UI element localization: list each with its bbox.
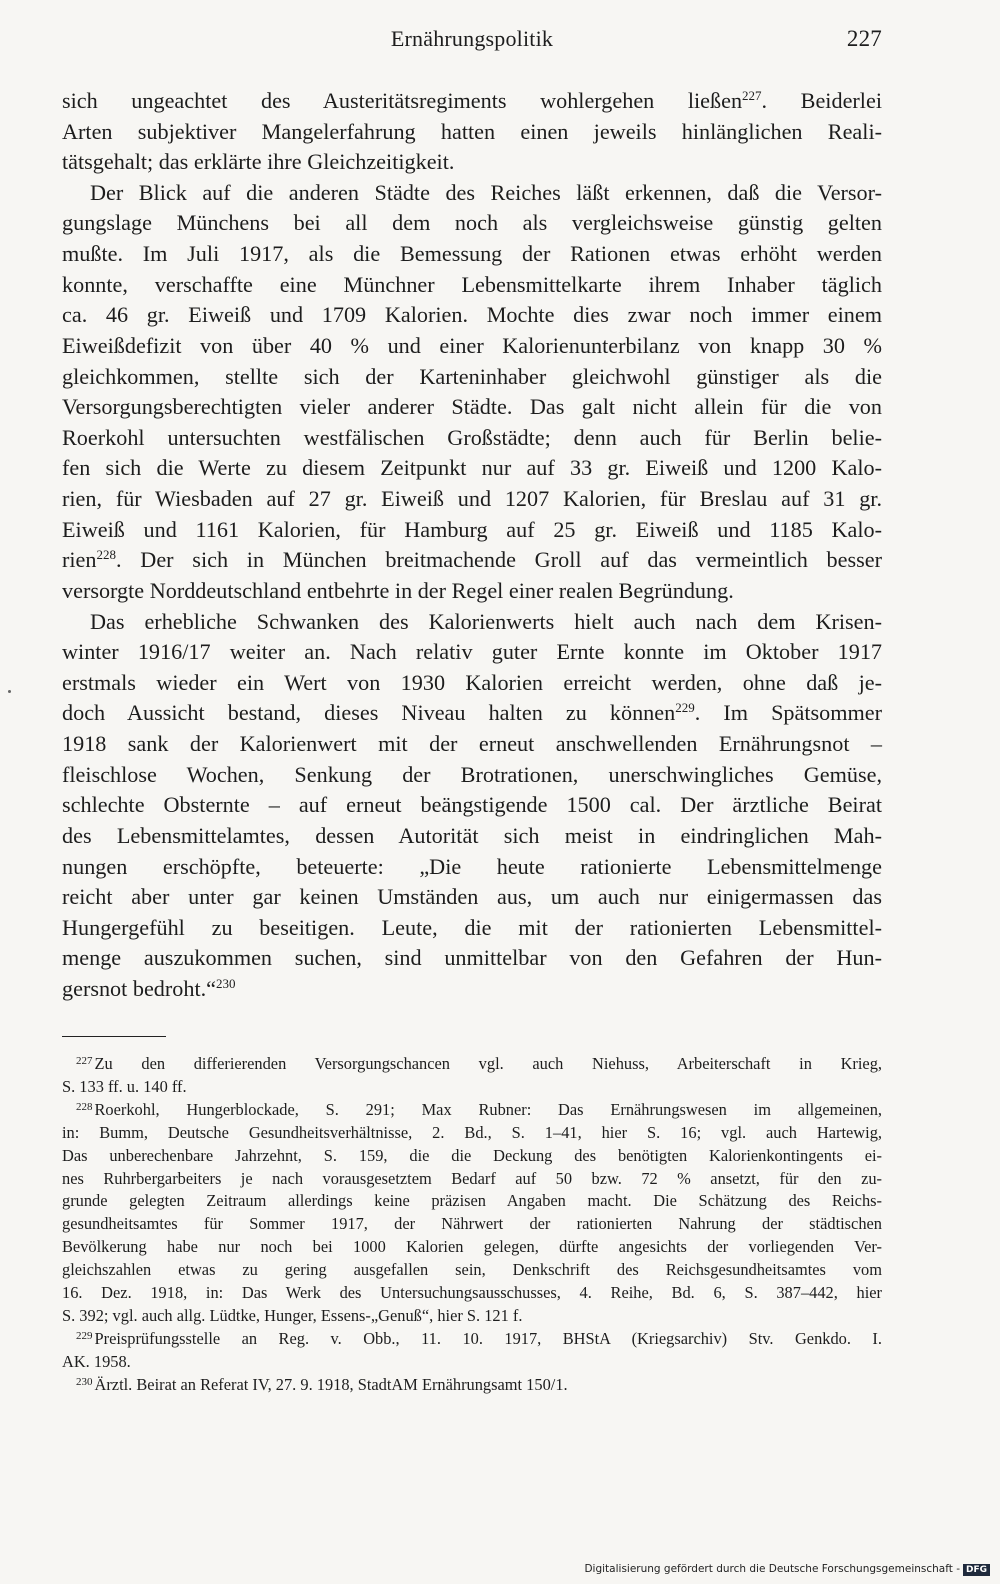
- footnote-line: in: Bumm, Deutsche Gesundheitsverhältnisse, 2. Bd., S. 1–41, hier S. 16; vgl. auch Hartewig,: [62, 1122, 882, 1142]
- text-line: menge auszukommen suchen, sind unmittelbar von den Gefahren der Hun-: [62, 945, 882, 971]
- text-line: Das erhebliche Schwanken des Kalorienwerts hielt auch nach dem Krisen-: [90, 608, 882, 634]
- text-line: gersnot bedroht.“$^{230}$: [62, 975, 236, 1001]
- footnote-separator: [62, 1036, 166, 1037]
- page-number: 227: [846, 26, 882, 51]
- text-line: Versorgungsberechtigten vieler anderer Städte. Das galt nicht allein für die von: [62, 394, 882, 420]
- text-line: erstmals wieder ein Wert von 1930 Kalorien erreicht werden, ohne daß je-: [62, 669, 882, 695]
- text-line: 1918 sank der Kalorienwert mit der erneut anschwellenden Ernährungsnot –: [62, 731, 882, 757]
- text-line: versorgte Norddeutschland entbehrte in der Regel einer realen Begründung.: [62, 577, 734, 603]
- footnote-reference[interactable]: 230: [216, 975, 236, 991]
- footnote-number: 227: [76, 1055, 93, 1067]
- scan-speck: [8, 690, 11, 693]
- footnote-number: 229: [76, 1329, 93, 1342]
- footnote-first-line: $^{227}$ Zu den differierenden Versorgungschancen vgl. auch Niehuss, Arbeiterschaft in Krieg,: [76, 1054, 882, 1073]
- text-line: winter 1916/17 weiter an. Nach relativ guter Ernte konnte im Oktober 1917: [62, 639, 882, 665]
- footnote-line: 16. Dez. 1918, in: Das Werk des Untersuchungsausschusses, 4. Reihe, Bd. 6, S. 387–442, hier: [62, 1283, 882, 1302]
- text-line: Arten subjektiver Mangelerfahrung hatten einen jeweils hinlänglichen Reali-: [62, 118, 882, 144]
- footnote-reference[interactable]: 229: [675, 700, 695, 716]
- footnote-line: AK. 1958.: [62, 1351, 131, 1371]
- dfg-logo: DFG: [963, 1564, 990, 1576]
- footnote-line: grunde gelegten Zeitraum allerdings keine präzisen Angaben macht. Die Schätzung des Reichs-: [62, 1191, 882, 1211]
- running-header: [62, 26, 882, 58]
- text-line: reicht aber unter gar keinen Umständen aus, um auch nur einigermassen das: [62, 884, 882, 910]
- text-line: doch Aussicht bestand, dieses Niveau halten zu können$^{229}$. Im Spätsommer: [62, 700, 882, 726]
- text-line: gleichkommen, stellte sich der Karteninhaber gleichwohl günstiger als die: [62, 363, 882, 389]
- credit-text: Digitalisierung gefördert durch die Deutsche Forschungsgemeinschaft -: [584, 1563, 960, 1575]
- text-line: tätsgehalt; das erklärte ihre Gleichzeitigkeit.: [62, 149, 455, 175]
- footnote-first-line: $^{228}$ Roerkohl, Hungerblockade, S. 291; Max Rubner: Das Ernährungswesen im allgemeinen,: [76, 1099, 882, 1119]
- text-line: ca. 46 gr. Eiweiß und 1709 Kalorien. Mochte dies zwar noch immer einem: [62, 302, 882, 328]
- text-line: fleischlose Wochen, Senkung der Brotrationen, unerschwingliches Gemüse,: [62, 761, 882, 787]
- text-line: konnte, verschaffte eine Münchner Lebensmittelkarte ihrem Inhaber täglich: [62, 271, 882, 297]
- text-line: Der Blick auf die anderen Städte des Reiches läßt erkennen, daß die Versor-: [90, 179, 882, 205]
- footnote-line: nes Ruhrbergarbeiters je nach vorausgesetztem Bedarf auf 50 bzw. 72 % ansetzt, für den zu-: [62, 1168, 882, 1188]
- text-line: Eiweiß und 1161 Kalorien, für Hamburg auf 25 gr. Eiweiß und 1185 Kalo-: [62, 516, 882, 542]
- footnote-reference[interactable]: 227: [742, 88, 762, 103]
- footnote-first-line: $^{229}$ Preisprüfungsstelle an Reg. v. Obb., 11. 10. 1917, BHStA (Kriegsarchiv) Stv. Genkdo. I.: [76, 1328, 882, 1348]
- text-line: sich ungeachtet des Austeritätsregiments wohlergehen ließen$^{227}$. Beiderlei: [62, 88, 882, 113]
- running-title: Ernährungspolitik: [390, 26, 554, 51]
- text-line: schlechte Obsternte – auf erneut beängstigende 1500 cal. Der ärztliche Beirat: [62, 792, 882, 818]
- text-line: Eiweißdefizit von über 40 % und einer Kalorienunterbilanz von knapp 30 %: [62, 332, 882, 358]
- footnote-line: gesundheitsamtes für Sommer 1917, der Nährwert der rationierten Nahrung der städtischen: [62, 1214, 882, 1234]
- text-line: Roerkohl untersuchten westfälischen Großstädte; denn auch für Berlin belie-: [62, 424, 882, 450]
- footnote-number: 230: [76, 1375, 93, 1388]
- footnote-line: S. 133 ff. u. 140 ff.: [62, 1076, 187, 1096]
- text-line: des Lebensmittelamtes, dessen Autorität sich meist in eindringlichen Mah-: [62, 822, 882, 848]
- footnote-line: Das unberechenbare Jahrzehnt, S. 159, die die Deckung des benötigten Kalorienkontingents ei-: [62, 1145, 882, 1165]
- footnote-reference[interactable]: 228: [96, 547, 116, 563]
- digitization-credit: [584, 1563, 990, 1576]
- text-line: Hungergefühl zu beseitigen. Leute, die mit der rationierten Lebensmittel-: [62, 914, 882, 940]
- text-line: nungen erschöpfte, beteuerte: „Die heute rationierte Lebensmittelmenge: [62, 853, 882, 879]
- footnote-first-line: $^{230}$ Ärztl. Beirat an Referat IV, 27. 9. 1918, StadtAM Ernährungsamt 150/1.: [76, 1374, 568, 1394]
- footnote-number: 228: [76, 1100, 93, 1113]
- text-line: rien, für Wiesbaden auf 27 gr. Eiweiß und 1207 Kalorien, für Breslau auf 31 gr.: [62, 486, 882, 512]
- text-line: mußte. Im Juli 1917, als die Bemessung der Rationen etwas erhöht werden: [62, 241, 882, 267]
- text-line: fen sich die Werte zu diesem Zeitpunkt nur auf 33 gr. Eiweiß und 1200 Kalo-: [62, 455, 882, 481]
- footnote-line: S. 392; vgl. auch allg. Lüdtke, Hunger, Essens-„Genuß“, hier S. 121 f.: [62, 1305, 523, 1325]
- text-line: gungslage Münchens bei all dem noch als vergleichsweise günstig gelten: [62, 210, 882, 236]
- text-line: rien$^{228}$. Der sich in München breitmachende Groll auf das vermeintlich besser: [62, 547, 882, 573]
- footnote-line: Bevölkerung habe nur noch bei 1000 Kalorien gelegen, dürfte angesichts der vorliegenden Ver-: [62, 1237, 882, 1257]
- footnote-line: gleichszahlen etwas zu gering ausgefallen sein, Denkschrift des Reichsgesundheitsamtes vom: [62, 1260, 882, 1280]
